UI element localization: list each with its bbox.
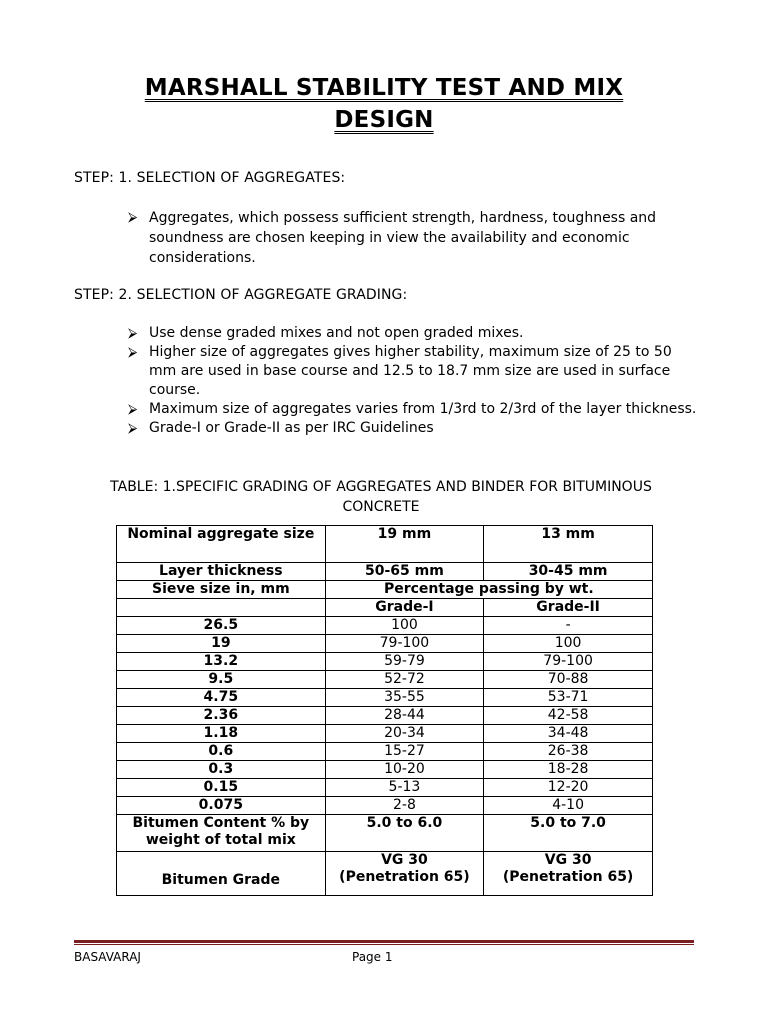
grade-b-passing-cell: -	[484, 617, 653, 635]
grade-b-passing-cell: 53-71	[484, 689, 653, 707]
empty-cell	[117, 599, 326, 617]
bitumen-grade-a	[325, 852, 484, 896]
table-row	[117, 852, 653, 896]
grade-a-passing-cell: 35-55	[325, 689, 484, 707]
table-row	[117, 581, 653, 599]
arrow-bullet-icon: ⮚	[128, 402, 138, 417]
bitumen-content-b: 5.0 to 7.0	[484, 815, 653, 852]
arrow-bullet-icon: ⮚	[128, 326, 138, 341]
grade-b-passing-cell: 18-28	[484, 761, 653, 779]
sieve-size-cell: 26.5	[117, 617, 326, 635]
bullet-text: Maximum size of aggregates varies from 1/3rd to 2/3rd of the layer thickness.	[149, 401, 697, 417]
grade-b-passing-cell: 100	[484, 635, 653, 653]
grade-a-passing-cell: 28-44	[325, 707, 484, 725]
bullet-item	[128, 208, 698, 268]
layer-b: 30-45 mm	[484, 563, 653, 581]
sieve-size-cell: 13.2	[117, 653, 326, 671]
bitumen-grade-a-line2: (Penetration 65)	[339, 869, 470, 885]
bullet-item	[128, 343, 698, 400]
bitumen-grade-b-line1: VG 30	[544, 852, 592, 868]
grade-a-passing-cell: 10-20	[325, 761, 484, 779]
arrow-bullet-icon: ⮚	[128, 345, 138, 360]
document-title	[0, 72, 768, 136]
size-a: 19 mm	[325, 526, 484, 563]
grade-b: Grade-II	[484, 599, 653, 617]
bitumen-grade-label: Bitumen Grade	[117, 852, 326, 896]
grade-b-passing-cell: 42-58	[484, 707, 653, 725]
table-row	[117, 797, 653, 815]
grade-a-passing-cell: 59-79	[325, 653, 484, 671]
grade-b-passing-cell: 4-10	[484, 797, 653, 815]
step-2-heading: STEP: 2. SELECTION OF AGGREGATE GRADING:	[74, 287, 408, 303]
grade-a: Grade-I	[325, 599, 484, 617]
sieve-size-cell: 4.75	[117, 689, 326, 707]
percentage-passing-label: Percentage passing by wt.	[325, 581, 652, 599]
grade-a-passing-cell: 15-27	[325, 743, 484, 761]
sieve-size-cell: 0.6	[117, 743, 326, 761]
grade-b-passing-cell: 70-88	[484, 671, 653, 689]
bitumen-grade-b-line2: (Penetration 65)	[502, 869, 634, 885]
table-row	[117, 761, 653, 779]
bullet-text: Aggregates, which possess sufficient strength, hardness, toughness and soundness are chosen keeping in view the availability and economic considerations.	[149, 210, 657, 266]
grade-b-passing-cell: 79-100	[484, 653, 653, 671]
bullet-item	[128, 324, 698, 343]
table-row	[117, 689, 653, 707]
sieve-size-cell: 0.075	[117, 797, 326, 815]
table-row	[117, 815, 653, 852]
table-row	[117, 743, 653, 761]
grade-b-passing-cell: 26-38	[484, 743, 653, 761]
table-row	[117, 526, 653, 563]
table-row	[117, 671, 653, 689]
bullet-text: Grade-I or Grade-II as per IRC Guidelines	[149, 420, 434, 436]
step-1-heading: STEP: 1. SELECTION OF AGGREGATES:	[74, 170, 346, 186]
table-caption: TABLE: 1.SPECIFIC GRADING OF AGGREGATES AND BINDER FOR BITUMINOUS CONCRETE	[110, 479, 652, 515]
sieve-size-cell: 0.3	[117, 761, 326, 779]
bullet-text: Higher size of aggregates gives higher stability, maximum size of 25 to 50 mm are used in base course and 12.5 to 18.7 mm size are used in surface course.	[149, 344, 672, 398]
bullet-text: Use dense graded mixes and not open graded mixes.	[149, 325, 524, 341]
sieve-size-cell: 1.18	[117, 725, 326, 743]
sieve-size-cell: 0.15	[117, 779, 326, 797]
layer-a: 50-65 mm	[325, 563, 484, 581]
grading-table	[116, 525, 653, 896]
title-line-2: DESIGN	[334, 107, 434, 133]
size-b: 13 mm	[484, 526, 653, 563]
table-row	[117, 653, 653, 671]
title-line-1: MARSHALL STABILITY TEST AND MIX	[144, 75, 624, 101]
table-row	[117, 599, 653, 617]
table-row	[117, 617, 653, 635]
table-row	[117, 563, 653, 581]
table-row	[117, 635, 653, 653]
nominal-size-label: Nominal aggregate size	[117, 526, 326, 563]
footer-page-number: Page 1	[352, 950, 393, 964]
bitumen-grade-b	[484, 852, 653, 896]
layer-thickness-label: Layer thickness	[117, 563, 326, 581]
sieve-size-label: Sieve size in, mm	[117, 581, 326, 599]
grade-b-passing-cell: 34-48	[484, 725, 653, 743]
grade-b-passing-cell: 12-20	[484, 779, 653, 797]
footer-author: BASAVARAJ	[74, 950, 141, 964]
footer-rule-thick	[74, 940, 694, 943]
grade-a-passing-cell: 100	[325, 617, 484, 635]
grade-a-passing-cell: 20-34	[325, 725, 484, 743]
sieve-size-cell: 9.5	[117, 671, 326, 689]
arrow-bullet-icon: ⮚	[128, 210, 138, 225]
sieve-size-cell: 2.36	[117, 707, 326, 725]
grade-a-passing-cell: 5-13	[325, 779, 484, 797]
arrow-bullet-icon: ⮚	[128, 421, 138, 436]
footer-rule-thin	[74, 944, 694, 945]
table-row	[117, 707, 653, 725]
grade-a-passing-cell: 2-8	[325, 797, 484, 815]
grade-a-passing-cell: 52-72	[325, 671, 484, 689]
step-2-bullets	[128, 324, 698, 438]
grade-a-passing-cell: 79-100	[325, 635, 484, 653]
bitumen-content-label: Bitumen Content % by weight of total mix	[117, 815, 326, 852]
sieve-size-cell: 19	[117, 635, 326, 653]
table-row	[117, 779, 653, 797]
bitumen-content-a: 5.0 to 6.0	[325, 815, 484, 852]
step-1-bullets	[128, 208, 698, 268]
bitumen-grade-a-line1: VG 30	[381, 852, 428, 868]
bullet-item	[128, 419, 698, 438]
bullet-item	[128, 400, 698, 419]
table-row	[117, 725, 653, 743]
